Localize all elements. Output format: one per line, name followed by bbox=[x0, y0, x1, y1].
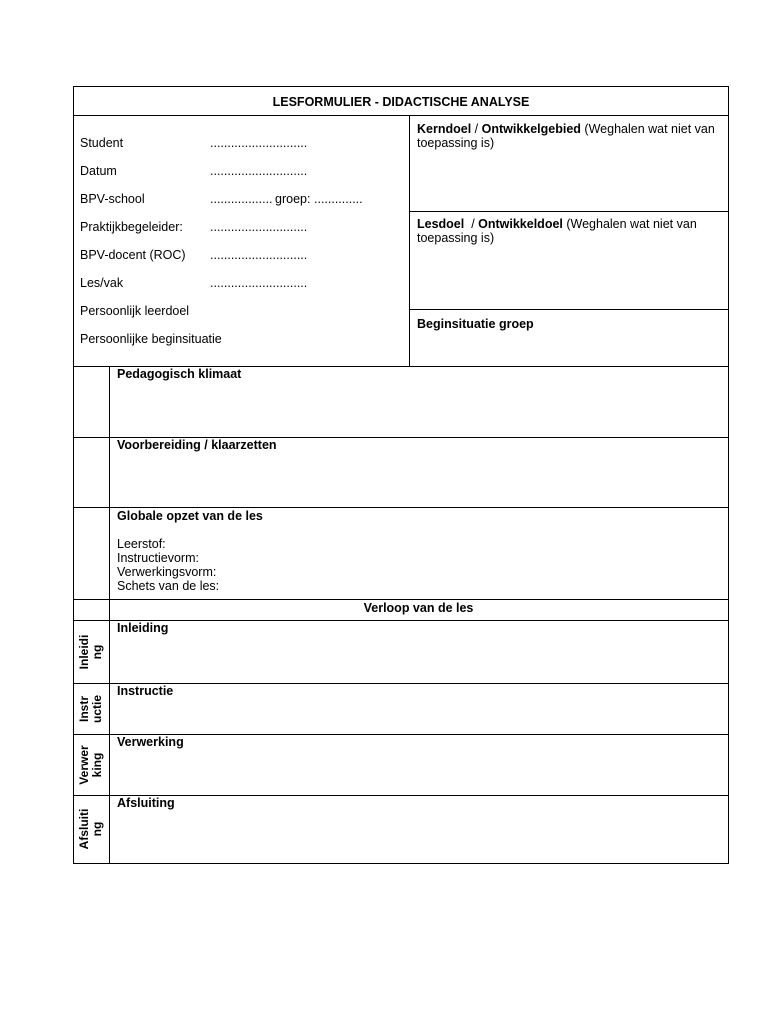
datum-value: ............................ bbox=[210, 164, 308, 178]
lesdoel-label: Lesdoel bbox=[417, 217, 468, 231]
beginsituatie-groep-label: Beginsituatie groep bbox=[417, 317, 534, 331]
phase-heading: Inleiding bbox=[117, 621, 169, 635]
kerndoel-block bbox=[417, 122, 722, 150]
divider bbox=[74, 620, 728, 621]
globale-opzet-heading: Globale opzet van de les bbox=[117, 509, 263, 523]
side-label-line: Afsluiti bbox=[77, 808, 91, 850]
student-label: Student bbox=[80, 136, 124, 150]
bpv-school-label: BPV-school bbox=[80, 192, 145, 206]
praktijkbegeleider-label: Praktijkbegeleider: bbox=[80, 220, 183, 234]
divider bbox=[74, 115, 728, 116]
divider bbox=[74, 599, 728, 600]
verloop-heading: Verloop van de les bbox=[363, 601, 474, 615]
side-label-line: ng bbox=[90, 644, 104, 660]
ontwikkelgebied-label: Ontwikkelgebied bbox=[481, 122, 581, 136]
phase-heading: Verwerking bbox=[117, 735, 184, 749]
lesdoel-block bbox=[417, 217, 722, 245]
leerdoel-label: Persoonlijk leerdoel bbox=[80, 304, 190, 318]
kerndoel-note: (Weghalen wat niet van toepassing is) bbox=[417, 122, 715, 150]
globale-opzet-item: Verwerkingsvorm: bbox=[117, 565, 217, 579]
datum-label: Datum bbox=[80, 164, 117, 178]
divider bbox=[74, 507, 728, 508]
lesdoel-sep: / bbox=[467, 217, 479, 231]
kerndoel-sep: / bbox=[471, 122, 482, 136]
side-label-line: Inleidi bbox=[77, 634, 91, 670]
side-label-line: king bbox=[90, 752, 104, 778]
praktijkbegeleider-value: ............................ bbox=[210, 220, 308, 234]
ontwikkeldoel-label: Ontwikkeldoel bbox=[478, 217, 563, 231]
kerndoel-label: Kerndoel bbox=[417, 122, 472, 136]
divider bbox=[409, 115, 410, 366]
bpv-school-value: .................. bbox=[210, 192, 273, 206]
side-label-line: uctie bbox=[90, 694, 104, 724]
divider bbox=[409, 211, 728, 212]
globale-opzet-item: Leerstof: bbox=[117, 537, 166, 551]
beginsituatie-label: Persoonlijke beginsituatie bbox=[80, 332, 222, 346]
phase-heading: Instructie bbox=[117, 684, 174, 698]
side-label-line: Verwer bbox=[77, 745, 91, 785]
divider bbox=[409, 309, 728, 310]
voorbereiding-label: Voorbereiding / klaarzetten bbox=[117, 438, 277, 452]
groep-label: groep: bbox=[275, 192, 311, 206]
les-vak-value: ............................ bbox=[210, 276, 308, 290]
lesdoel-note: (Weghalen wat niet van toepassing is) bbox=[417, 217, 701, 245]
globale-opzet-item: Schets van de les: bbox=[117, 579, 220, 593]
side-label-line: ng bbox=[90, 821, 104, 837]
bpv-docent-label: BPV-docent (ROC) bbox=[80, 248, 186, 262]
bpv-docent-value: ............................ bbox=[210, 248, 308, 262]
groep-value: .............. bbox=[314, 192, 363, 206]
lesson-form bbox=[73, 86, 729, 864]
form-title: LESFORMULIER - DIDACTISCHE ANALYSE bbox=[272, 95, 530, 109]
globale-opzet-item: Instructievorm: bbox=[117, 551, 199, 565]
student-value: ............................ bbox=[210, 136, 308, 150]
pedagogisch-klimaat-label: Pedagogisch klimaat bbox=[117, 367, 242, 381]
les-vak-label: Les/vak bbox=[80, 276, 124, 290]
phase-heading: Afsluiting bbox=[117, 796, 175, 810]
side-label-line: Instr bbox=[77, 695, 91, 723]
